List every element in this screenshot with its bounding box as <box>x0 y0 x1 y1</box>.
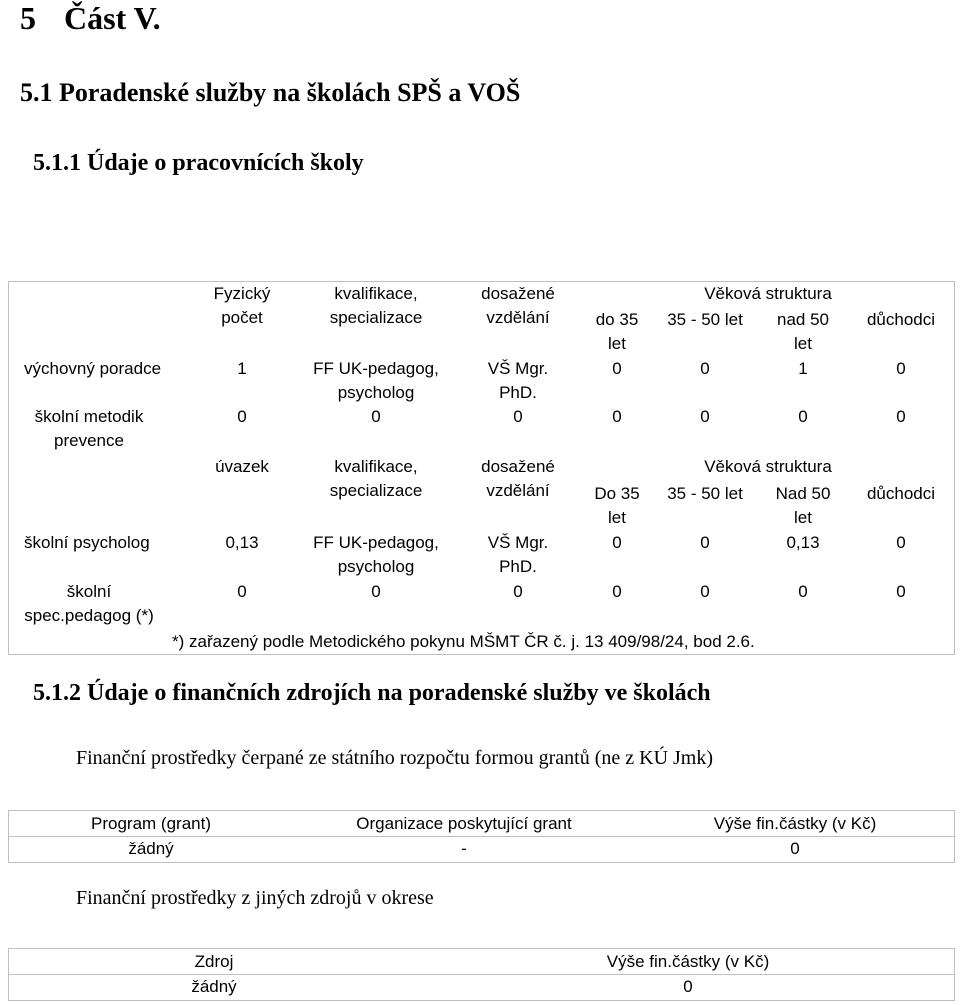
col-header-age-1: do 35 let <box>595 310 639 353</box>
cell-specped-4: 0 <box>612 582 622 601</box>
cell-psycholog-uvazek: 0,13 <box>225 533 259 552</box>
cell-poradce-vzdelani: VŠ Mgr. PhD. <box>487 359 549 402</box>
cell-specped-2: 0 <box>371 582 381 601</box>
col-header2-age-3: Nad 50 let <box>775 484 831 527</box>
grants-cell-vyse: 0 <box>790 839 800 858</box>
other-sources-divider <box>8 974 955 975</box>
col-header-pocet: Fyzický počet <box>213 284 271 327</box>
table-footnote: *) zařazený podle Metodického pokynu MŠMT ČR č. j. 13 409/98/24, bod 2.6. <box>172 632 755 651</box>
cell-poradce-pocet: 1 <box>237 359 247 378</box>
row-label-metodik: školní metodik prevence <box>34 407 144 450</box>
other-header-zdroj: Zdroj <box>194 952 234 971</box>
chapter-title: Část V. <box>64 0 161 36</box>
grants-header-organizace: Organizace poskytující grant <box>356 814 572 833</box>
col-header-vekova-struktura: Věková struktura <box>704 284 832 303</box>
chapter-number: 5 <box>20 0 36 36</box>
col-header2-age-2: 35 - 50 let <box>667 484 743 503</box>
col-header-kvalifikace: kvalifikace, specializace <box>329 284 423 327</box>
cell-metodik-1: 0 <box>237 407 247 426</box>
cell-psycholog-kval: FF UK-pedagog, psycholog <box>313 533 439 576</box>
cell-specped-3: 0 <box>513 582 523 601</box>
cell-psycholog-age-1: 0 <box>612 533 622 552</box>
row-label-psycholog: školní psycholog <box>24 533 150 552</box>
other-header-vyse: Výše fin.částky (v Kč) <box>606 952 770 971</box>
cell-metodik-7: 0 <box>896 407 906 426</box>
other-sources-intro: Finanční prostředky z jiných zdrojů v okrese <box>76 887 434 909</box>
grants-header-program: Program (grant) <box>91 814 211 833</box>
cell-psycholog-age-4: 0 <box>896 533 906 552</box>
cell-metodik-4: 0 <box>612 407 622 426</box>
col-header2-age-4: důchodci <box>866 484 936 503</box>
row-label-specped: školní spec.pedagog (*) <box>24 582 154 625</box>
cell-poradce-age-4: 0 <box>896 359 906 378</box>
cell-metodik-5: 0 <box>700 407 710 426</box>
cell-poradce-kval: FF UK-pedagog, psycholog <box>313 359 439 402</box>
cell-poradce-age-1: 0 <box>612 359 622 378</box>
cell-metodik-2: 0 <box>371 407 381 426</box>
cell-specped-6: 0 <box>798 582 808 601</box>
cell-psycholog-age-3: 0,13 <box>786 533 820 552</box>
cell-psycholog-vzdelani: VŠ Mgr. PhD. <box>487 533 549 576</box>
subsection-heading-staff: 5.1.1 Údaje o pracovnících školy <box>33 150 364 176</box>
col-header-uvazek: úvazek <box>215 457 269 476</box>
section-heading: 5.1 Poradenské služby na školách SPŠ a VOŠ <box>20 78 521 107</box>
col-header-age-2: 35 - 50 let <box>667 310 743 329</box>
grants-intro: Finanční prostředky čerpané ze státního rozpočtu formou grantů (ne z KÚ Jmk) <box>76 747 714 769</box>
row-label-poradce: výchovný poradce <box>24 359 162 378</box>
cell-specped-5: 0 <box>700 582 710 601</box>
col-header-age-4: důchodci <box>866 310 936 329</box>
other-cell-zdroj: žádný <box>191 977 237 996</box>
cell-poradce-age-3: 1 <box>798 359 808 378</box>
grants-header-vyse: Výše fin.částky (v Kč) <box>713 814 877 833</box>
col-header-vzdelani-2: dosažené vzdělání <box>481 457 555 500</box>
grants-cell-organizace: - <box>461 839 467 858</box>
col-header-vekova-struktura-2: Věková struktura <box>704 457 832 476</box>
other-cell-vyse: 0 <box>683 977 693 996</box>
cell-specped-7: 0 <box>896 582 906 601</box>
cell-metodik-6: 0 <box>798 407 808 426</box>
grants-cell-program: žádný <box>128 839 174 858</box>
col-header-age-3: nad 50 let <box>777 310 829 353</box>
cell-specped-1: 0 <box>237 582 247 601</box>
col-header-kvalifikace-2: kvalifikace, specializace <box>329 457 423 500</box>
cell-poradce-age-2: 0 <box>700 359 710 378</box>
cell-psycholog-age-2: 0 <box>700 533 710 552</box>
col-header-vzdelani: dosažené vzdělání <box>481 284 555 327</box>
subsection-heading-finance: 5.1.2 Údaje o finančních zdrojích na poradenské služby ve školách <box>33 680 711 706</box>
col-header2-age-1: Do 35 let <box>594 484 640 527</box>
cell-metodik-3: 0 <box>513 407 523 426</box>
